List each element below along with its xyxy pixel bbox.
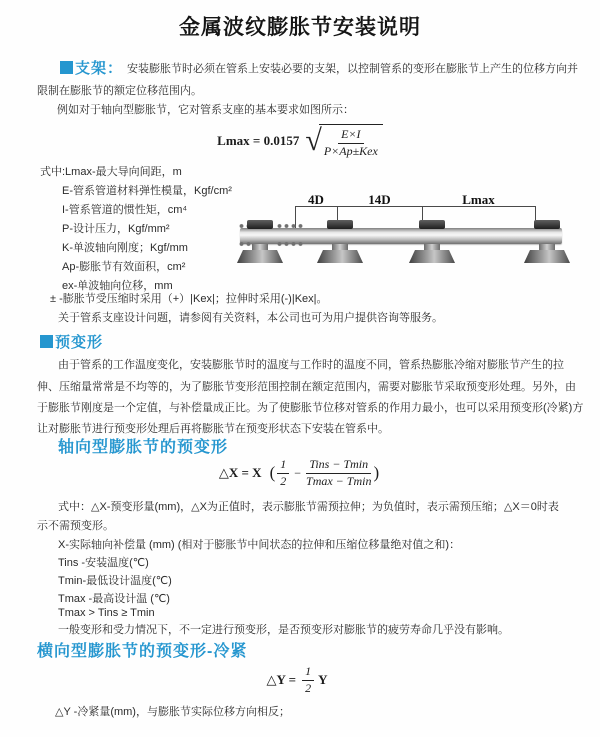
note-plus-minus: ± -膨胀节受压缩时采用（+）|Kex|；拉伸时采用(-)|Kex|。 <box>50 293 328 305</box>
clamp <box>534 220 560 229</box>
formula-lateral <box>0 665 600 696</box>
neck <box>424 244 440 250</box>
definition-line: I-管系管道的惯性矩，cm⁴ <box>62 204 188 216</box>
axial-item: 一般变形和受力情况下，不一定进行预变形，是否预变形对膨胀节的疲劳寿命几乎没有影响。 <box>58 624 509 636</box>
axial-item: X-实际轴向补偿量 (mm) (相对于膨胀节中间状态的拉伸和压缩位移量绝对值之和)： <box>58 539 461 551</box>
dim-label-4d: 4D <box>308 192 324 207</box>
section-predeform-label: 预变形 <box>55 334 104 351</box>
sqrt-body <box>319 124 383 159</box>
axial-subheading: 轴向型膨胀节的预变形 <box>58 439 229 456</box>
formula-lateral-rhs: Y <box>318 672 328 688</box>
clamp <box>327 220 353 229</box>
fraction-temperature <box>306 458 371 489</box>
neck <box>539 244 555 250</box>
formula-lmax <box>0 124 600 159</box>
predeform-para-line1: 由于管系的工作温度变化，安装膨胀节时的温度与工作时的温度不同，管系热膨胀冷缩对膨胀节产生的拉 <box>58 359 564 371</box>
open-paren: ( <box>269 463 276 483</box>
pipe-anchor-support <box>237 193 283 268</box>
fraction-half <box>302 665 314 696</box>
axial-desc-line1: 式中：△X-预变形量(mm)，△X为正值时，表示膨胀节需预拉伸；为负值时，表示需预压缩；△X＝0时表 <box>58 501 559 513</box>
support-intro-line3: 例如对于轴向型膨胀节，它对管系支座的基本要求如图所示： <box>57 104 354 116</box>
fraction <box>324 128 378 159</box>
predeform-para-line2: 伸、压缩量常常是不均等的，为了膨胀节变形范围控制在额定范围内，需要对膨胀节采取预变形处理。另外，由 <box>37 381 576 393</box>
fraction-numerator: E×I <box>338 128 363 144</box>
saddle <box>237 250 283 263</box>
neck <box>252 244 268 250</box>
lateral-desc: △Y -冷紧量(mm)，与膨胀节实际位移方向相反； <box>55 706 290 718</box>
close-paren: ) <box>373 463 380 483</box>
fraction-numerator: 1 <box>302 665 314 681</box>
axial-desc-line2: 示不需预变形。 <box>37 520 114 532</box>
predeform-para-line4: 让对膨胀节进行预变形处理后再将膨胀节在预变形状态下安装在管系中。 <box>37 423 389 435</box>
saddle <box>317 250 363 263</box>
minus-sign: − <box>294 465 302 480</box>
definition-line: P-设计压力，Kgf/mm² <box>62 223 170 235</box>
section-support-label: 支架： <box>75 60 124 77</box>
formula-axial-lhs: △X = X <box>218 465 262 481</box>
pipe-guide-support <box>524 193 570 268</box>
page-title: 金属波纹膨胀节安装说明 <box>179 16 421 39</box>
pipe-guide-support <box>409 193 455 268</box>
fraction-half <box>277 458 289 489</box>
formula-axial <box>0 458 600 489</box>
dim-label-14d: 14D <box>368 192 391 207</box>
section-predeform-heading <box>40 331 103 352</box>
section-marker-icon <box>40 335 53 348</box>
support-intro-line2: 限制在膨胀节的额定位移范围内。 <box>37 85 202 97</box>
lateral-subheading: 横向型膨胀节的预变形-冷紧 <box>37 643 248 660</box>
axial-item: Tmin-最低设计温度(℃) <box>58 575 172 587</box>
sqrt-expression <box>305 124 382 159</box>
definition-line: K-单波轴向刚度；Kgf/mm <box>62 242 188 254</box>
section-support-heading <box>60 57 578 78</box>
definition-line: Ap-膨胀节有效面积，cm² <box>62 261 186 273</box>
predeform-para-line3: 于膨胀节刚度是一个定值，与补偿量成正比。为了使膨胀节位移对管系的作用力最小，也可以采用预变形(冷紧)方 <box>37 402 584 414</box>
formula-lateral-lhs: △Y = <box>266 672 297 688</box>
axial-item: Tins -安装温度(℃) <box>58 557 149 569</box>
axial-item: Tmax > Tins ≥ Tmin <box>58 607 155 619</box>
fraction-denominator: 2 <box>305 680 312 695</box>
clamp <box>247 220 273 229</box>
support-intro-line1: 安装膨胀节时必须在管系上安装必要的支架，以控制管系的变形在膨胀节上产生的位移方向并 <box>127 62 579 75</box>
section-marker-icon <box>60 61 73 74</box>
definition-line: 式中:Lmax-最大导向间距，m <box>40 166 182 178</box>
pipe-guide-support <box>317 193 363 268</box>
neck <box>332 244 348 250</box>
fraction-numerator: 1 <box>277 458 289 474</box>
axial-item: Tmax -最高设计温 (℃) <box>58 593 170 605</box>
definition-line: ex-单波轴向位移，mm <box>62 280 173 292</box>
saddle <box>409 250 455 263</box>
definition-line: E-管系管道材料弹性模量，Kgf/cm² <box>62 185 232 197</box>
symbol-definitions <box>40 163 232 296</box>
formula-lmax-lhs: Lmax = 0.0157 <box>217 133 300 149</box>
fraction-numerator: Tins − Tmin <box>306 458 371 474</box>
radical-sign: √ <box>305 124 322 158</box>
note-service: 关于管系支座设计问题，请参阅有关资料，本公司也可为用户提供咨询等服务。 <box>58 312 443 324</box>
pipe-support-diagram <box>238 193 590 295</box>
clamp <box>419 220 445 229</box>
fraction-denominator: Tmax − Tmin <box>306 473 372 488</box>
fraction-denominator: P×Ap±Kex <box>323 143 378 158</box>
saddle <box>524 250 570 263</box>
fraction-denominator: 2 <box>280 473 287 488</box>
dim-label-lmax: Lmax <box>462 192 495 207</box>
